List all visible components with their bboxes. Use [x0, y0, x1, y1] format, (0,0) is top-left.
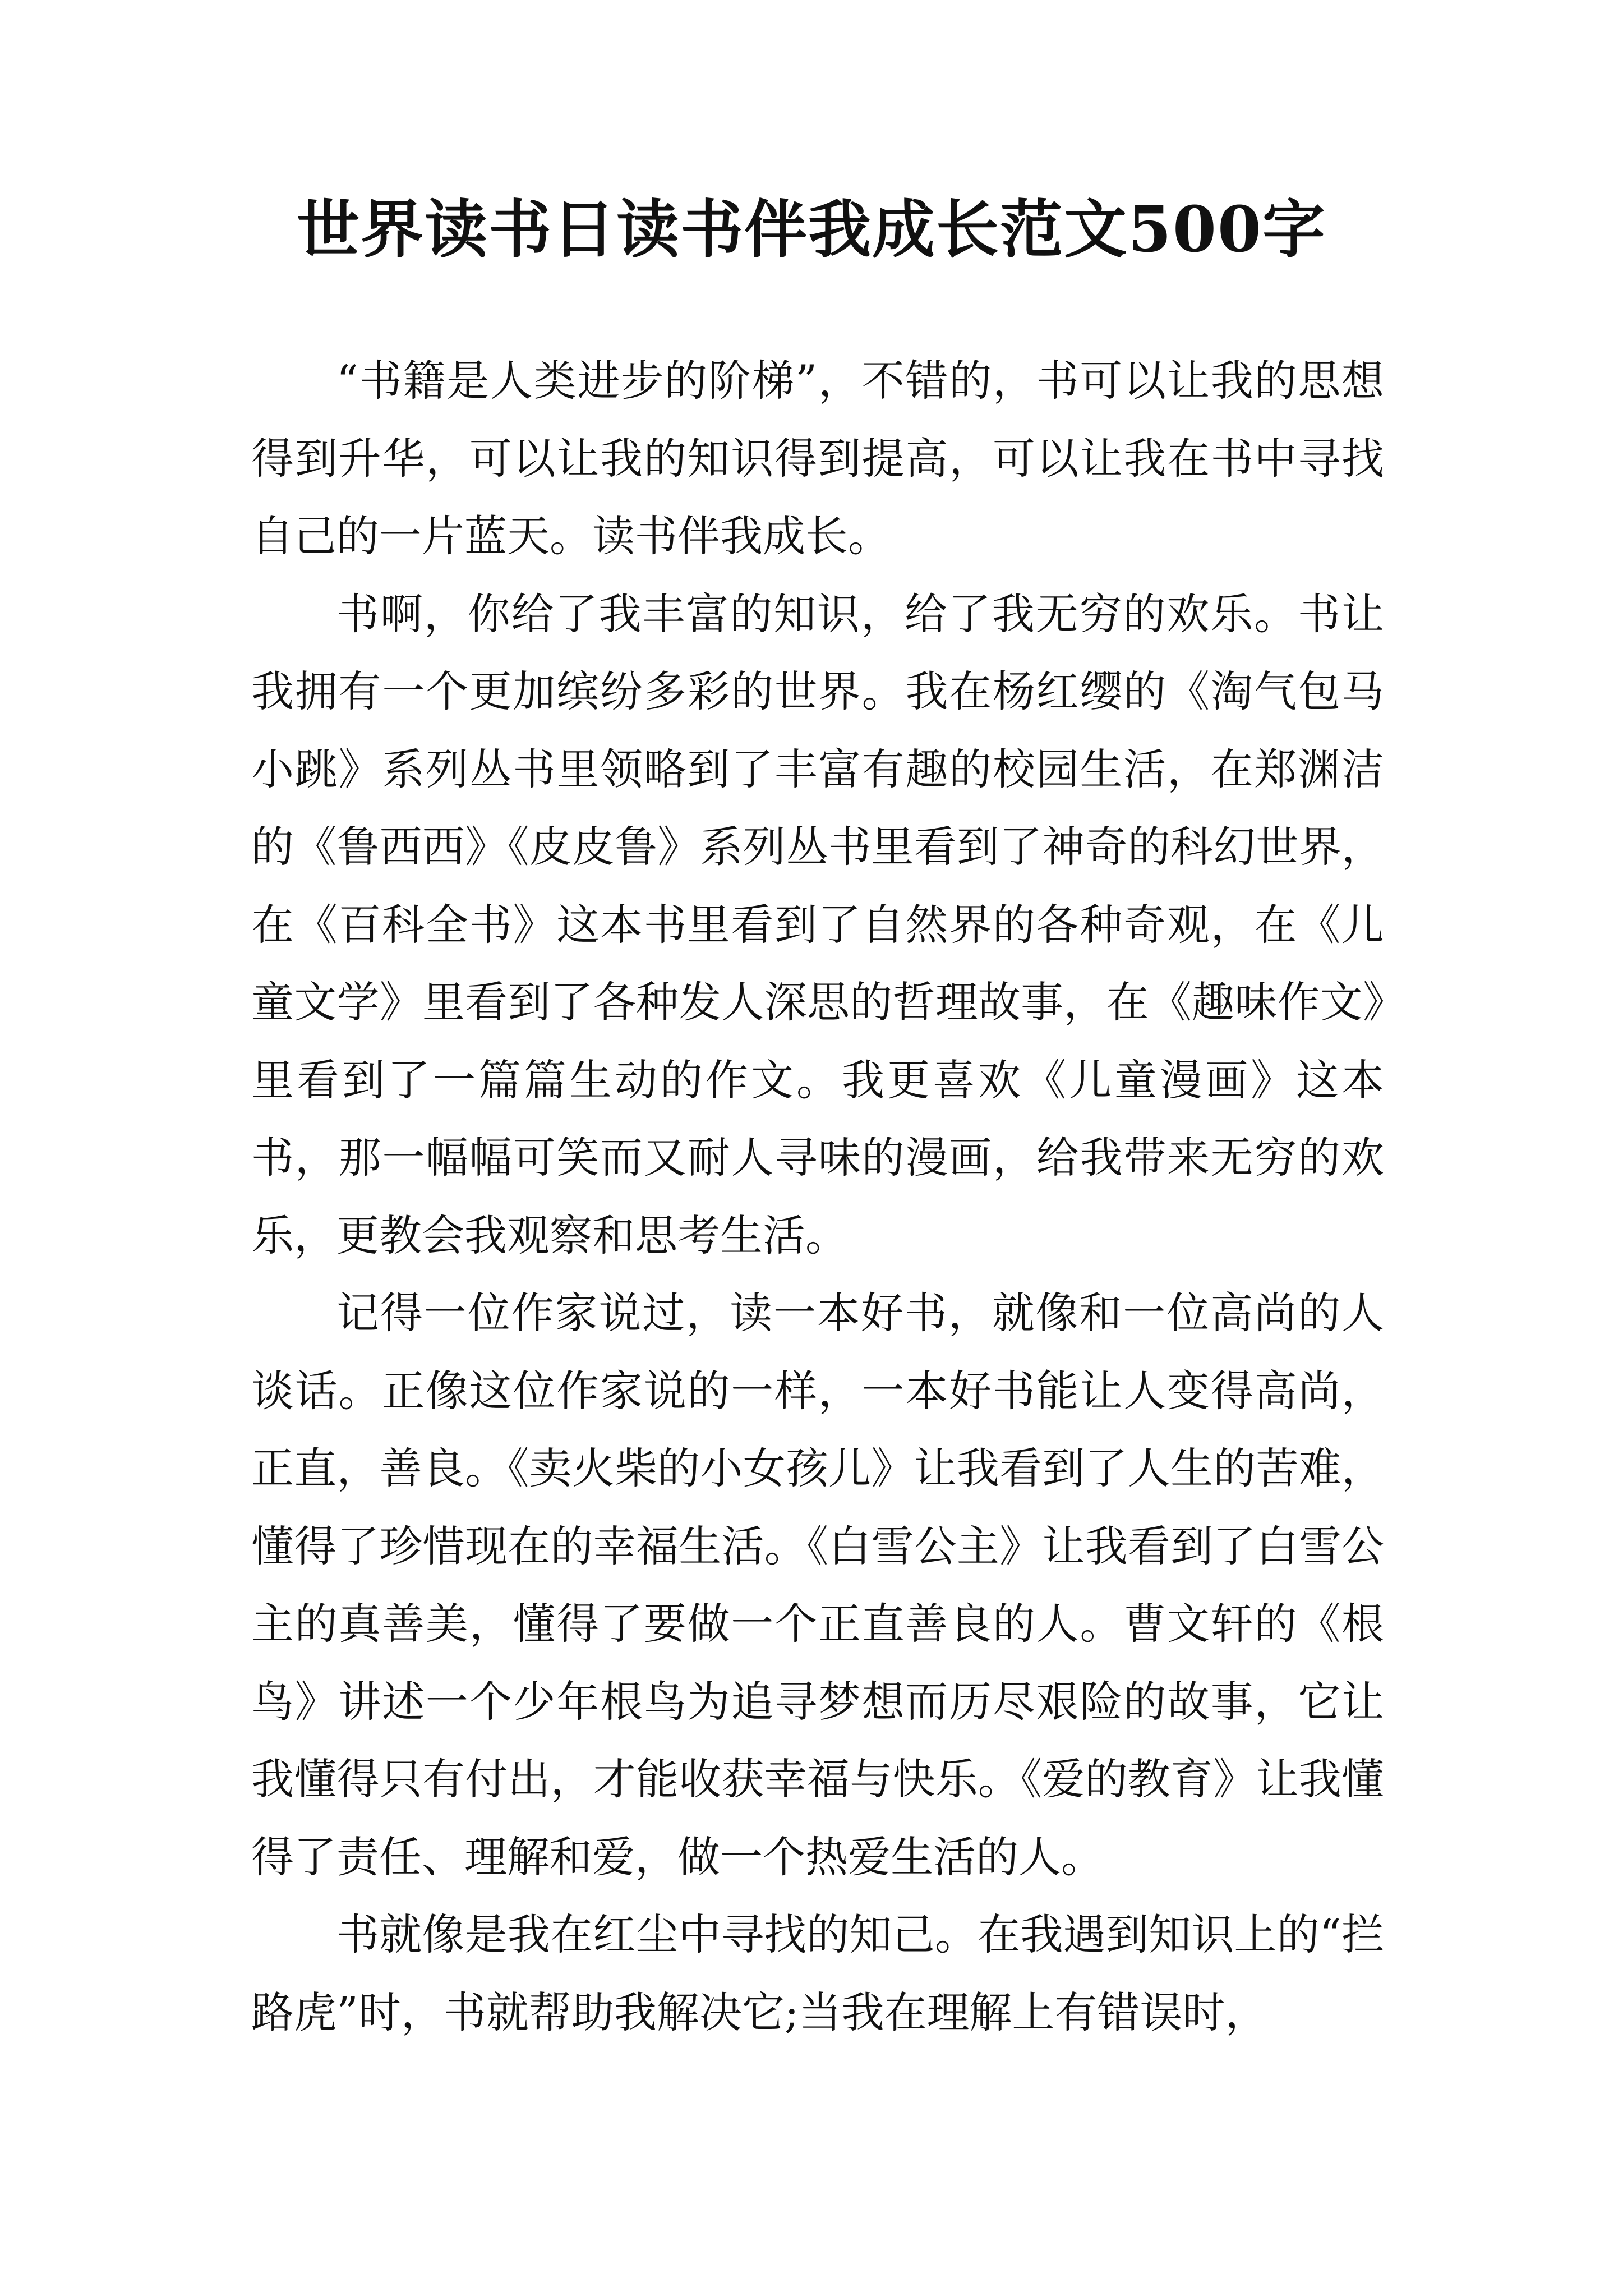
- paragraph-2: 书啊，你给了我丰富的知识，给了我无穷的欢乐。书让我拥有一个更加缤纷多彩的世界。我在杨红缨的《淘气包马小跳》系列丛书里领略到了丰富有趣的校园生活，在郑渊洁的《鲁西西》《皮皮鲁》系列丛书里看到了神奇的科幻世界，在《百科全书》这本书里看到了自然界的各种奇观，在《儿童文学》里看到了各种发人深思的哲理故事，在《趣味作文》里看到了一篇篇生动的作文。我更喜欢《儿童漫画》这本书，那一幅幅可笑而又耐人寻味的漫画，给我带来无穷的欢乐，更教会我观察和思考生活。: [251, 588, 1384, 1260]
- paragraph-4: 书就像是我在红尘中寻找的知己。在我遇到知识上的“拦路虎”时，书就帮助我解决它;当我在理解上有错误时，: [251, 1910, 1384, 2037]
- paragraph-3: 记得一位作家说过，读一本好书，就像和一位高尚的人谈话。正像这位作家说的一样，一本好书能让人变得高尚，正直，善良。《卖火柴的小女孩儿》让我看到了人生的苦难，懂得了珍惜现在的幸福生活。《白雪公主》让我看到了白雪公主的真善美，懂得了要做一个正直善良的人。曹文轩的《根鸟》讲述一个少年根鸟为追寻梦想而历尽艰险的故事，它让我懂得只有付出，才能收获幸福与快乐。《爱的教育》让我懂得了责任、理解和爱，做一个热爱生活的人。: [251, 1288, 1384, 1882]
- paragraph-1: “书籍是人类进步的阶梯”，不错的，书可以让我的思想得到升华，可以让我的知识得到提高，可以让我在书中寻找自己的一片蓝天。读书伴我成长。: [251, 356, 1384, 561]
- document-body: [251, 342, 1384, 2051]
- document-title: 世界读书日读书伴我成长范文500字: [297, 193, 1326, 266]
